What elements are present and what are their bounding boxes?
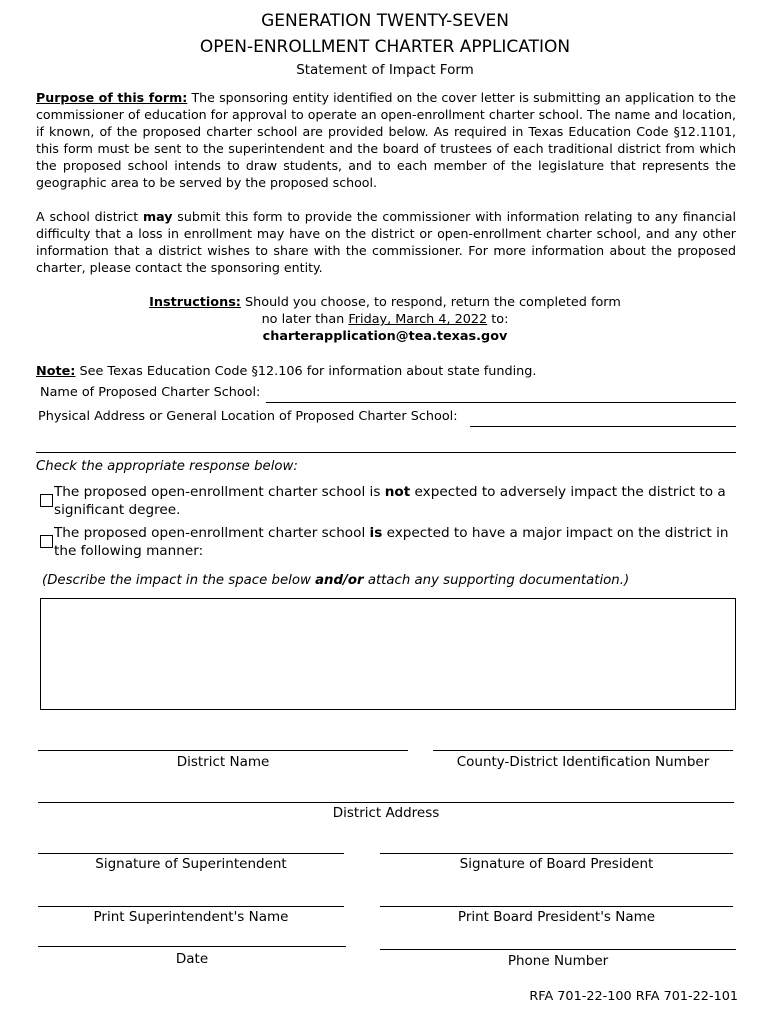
school-name-field[interactable] [266,402,736,403]
phone-number-field[interactable] [380,949,736,950]
may-bold: may [143,209,173,224]
describe-bold: and/or [315,573,364,588]
superintendent-signature-field[interactable] [38,853,344,854]
note-line [36,363,536,380]
option2-text-after: expected to have a major impact on the district in the following manner: [54,525,729,559]
may-text-after: submit this form to provide the commissioner with information relating to any financial difficulty that a loss in enrollment may have on the district or open-enrollment charter school, and any other information that a district wishes to share with the commissioner. For more information about the proposed charter, please contact the sponsoring entity. [36,209,736,275]
deadline-date: Friday, March 4, 2022 [348,312,488,327]
form-subtitle: Statement of Impact Form [296,62,474,78]
option1-text-after: expected to adversely impact the district to a significant degree. [54,484,726,518]
instructions-text1: Should you choose, to respond, return the completed form [240,295,621,310]
district-name-field[interactable] [38,750,408,751]
purpose-label: Purpose of this form: [36,90,188,105]
note-label: Note: [36,364,76,379]
purpose-text: The sponsoring entity identified on the cover letter is submitting an application to the commissioner of education for approval to operate an open-enrollment charter school. The name and location, if known, of the proposed charter school are provided below. As required in Texas Education Code §12.1101, this form must be sent to the superintendent and the board of trustees of each traditional district from which the proposed school intends to draw students, and to each member of the legislature that represents the geographic area to be served by the proposed school. [36,90,737,190]
submission-email[interactable]: charterapplication@tea.texas.gov [262,329,508,344]
district-name-label: District Name [176,754,270,770]
instructions-label: Instructions: [149,295,241,310]
may-text-before: A school district [36,209,143,224]
county-district-id-field[interactable] [433,750,733,751]
board-president-signature-field[interactable] [380,853,733,854]
purpose-paragraph [36,89,736,191]
instructions-text2-before: no later than [261,312,349,327]
option2-text-before: The proposed open-enrollment charter school [54,525,370,541]
address-label: Physical Address or General Location of Proposed Charter School: [38,409,458,424]
instructions-text2-after: to: [487,312,509,327]
date-label: Date [175,951,209,967]
describe-text-after: attach any supporting documentation.) [363,573,630,588]
superintendent-signature-label: Signature of Superintendent [95,856,287,872]
describe-text-before: (Describe the impact in the space below [42,573,316,588]
note-text: See Texas Education Code §12.106 for information about state funding. [75,364,537,379]
instructions-line2 [0,311,770,328]
form-title-line1: GENERATION TWENTY-SEVEN [261,11,509,31]
district-address-field[interactable] [38,802,734,803]
describe-instruction [42,572,629,590]
major-impact-checkbox[interactable] [40,535,53,548]
address-field-line2[interactable] [36,452,736,453]
not-adverse-impact-checkbox[interactable] [40,494,53,507]
instructions-line1 [0,294,770,311]
address-field-line1[interactable] [470,426,736,427]
board-president-signature-label: Signature of Board President [459,856,654,872]
form-number: RFA 701-22-100 RFA 701-22-101 [529,989,738,1004]
may-paragraph [36,208,736,276]
option-not-adverse-label [54,483,738,519]
date-field[interactable] [38,946,346,947]
superintendent-name-label: Print Superintendent's Name [93,909,289,925]
option1-text-before: The proposed open-enrollment charter school is [54,484,385,500]
district-address-label: District Address [332,805,440,821]
school-name-label: Name of Proposed Charter School: [40,385,261,400]
option2-bold: is [369,525,383,541]
county-district-id-label: County-District Identification Number [456,754,710,770]
option1-bold: not [384,484,411,500]
superintendent-name-field[interactable] [38,906,344,907]
board-president-name-field[interactable] [380,906,733,907]
form-title-line2: OPEN-ENROLLMENT CHARTER APPLICATION [199,37,571,57]
phone-number-label: Phone Number [507,953,609,969]
option-major-impact-label [54,524,738,560]
check-prompt: Check the appropriate response below: [36,459,298,474]
impact-description-box[interactable] [40,598,736,710]
board-president-name-label: Print Board President's Name [457,909,656,925]
